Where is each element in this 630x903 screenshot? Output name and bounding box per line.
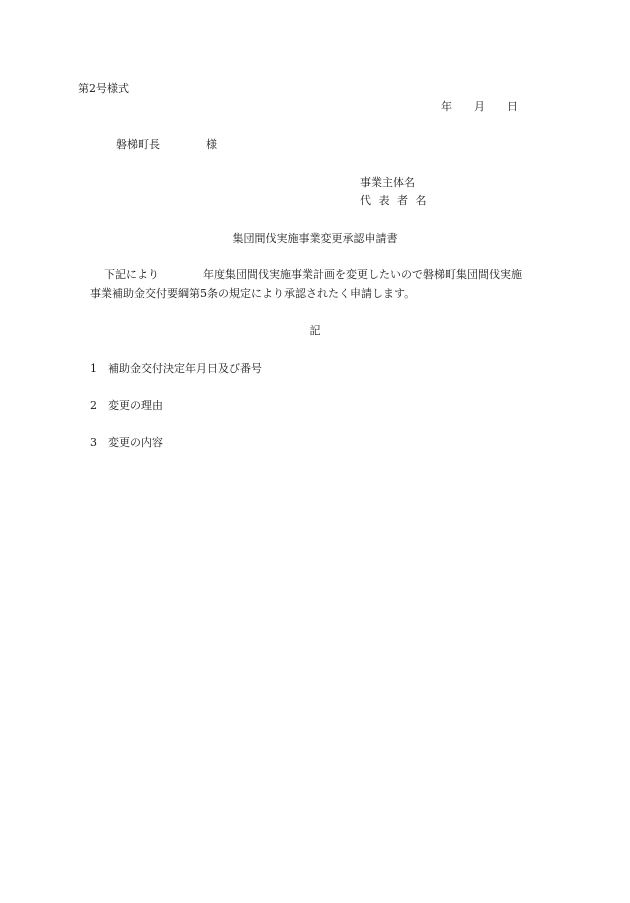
date-month: 月	[474, 100, 485, 113]
item-text: 補助金交付決定年月日及び番号	[108, 362, 262, 375]
body-line-1-rest: 年度集団間伐実施事業計画を変更したいので磐梯町集団間伐実施	[203, 268, 522, 281]
applicant-representative-label: 代 表 者 名	[360, 194, 429, 207]
ki-heading: 記	[309, 324, 321, 337]
item-number: 3	[90, 436, 97, 449]
item-text: 変更の内容	[108, 436, 163, 449]
applicant-entity-label: 事業主体名	[360, 176, 415, 189]
body-line-1	[104, 268, 522, 282]
list-item	[90, 399, 163, 413]
body-line-1-start: 下記により	[104, 268, 159, 281]
document-title: 集団間伐実施事業変更承認申請書	[232, 232, 398, 245]
item-number: 1	[90, 362, 97, 375]
date-line	[441, 100, 518, 114]
date-year: 年	[441, 100, 452, 113]
addressee-honorific: 様	[206, 138, 217, 151]
form-number: 第2号様式	[78, 82, 129, 95]
list-item	[90, 362, 262, 376]
date-day: 日	[507, 100, 518, 113]
item-text: 変更の理由	[108, 399, 163, 412]
addressee	[116, 138, 217, 152]
item-number: 2	[90, 399, 97, 412]
body-line-2: 事業補助金交付要綱第5条の規定により承認されたく申請します。	[90, 287, 416, 300]
list-item	[90, 436, 163, 450]
addressee-name: 磐梯町長	[116, 138, 160, 151]
